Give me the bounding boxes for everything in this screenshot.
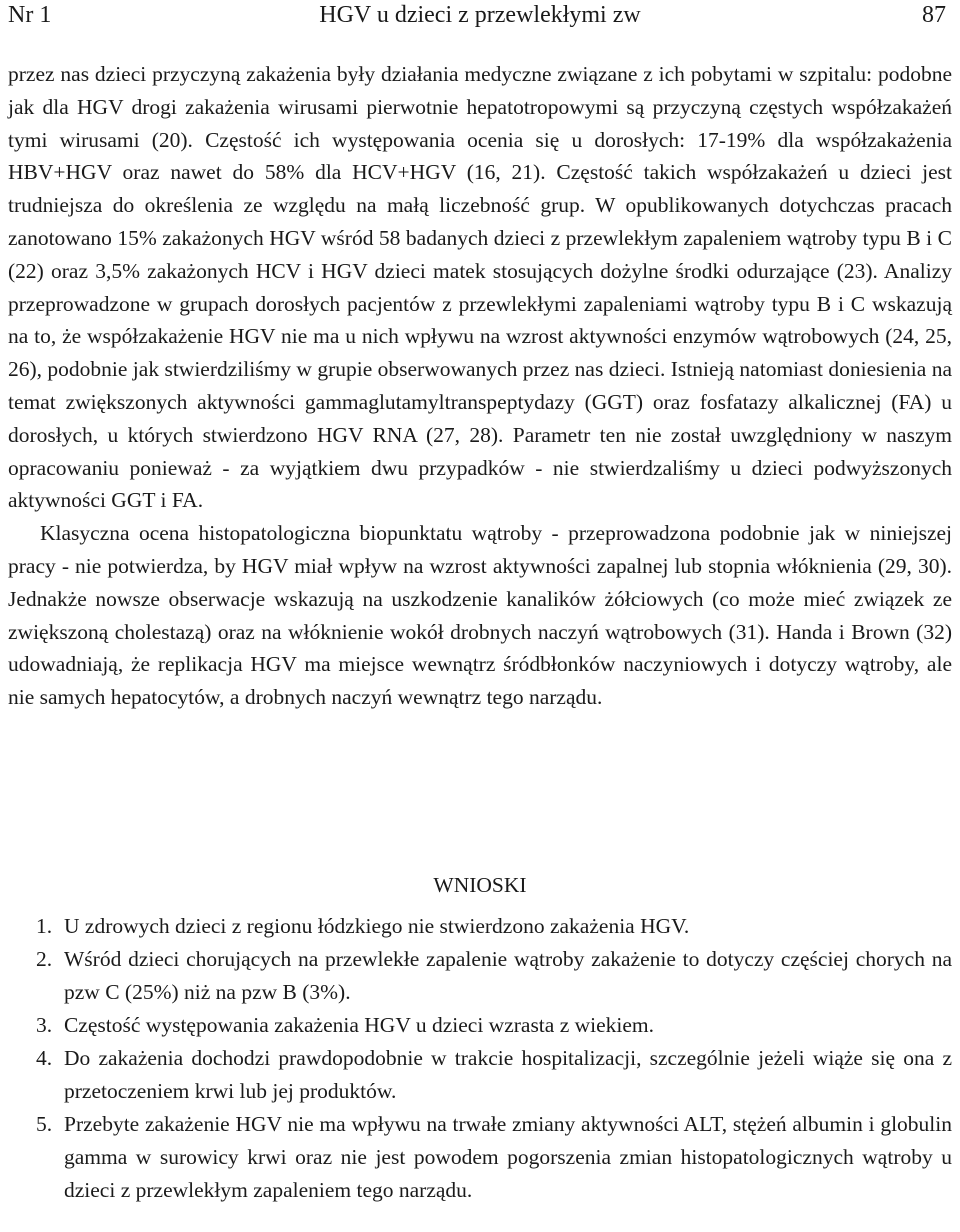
paragraph-2: Klasyczna ocena histopatologiczna biopunktatu wątroby - przeprowadzona podobnie jak w niniejszej pracy - nie potwierdza, by HGV miał wpływ na wzrost aktywności zapalnej lub stopnia włóknienia (29, 30). Jednakże nowsze obserwacje wskazują na uszkodzenie kanalików żółciowych (co może mieć związek ze zwiększoną cholestazą) oraz na włóknienie wokół drobnych naczyń wątrobowych (31). Handa i Brown (32) udowadniają, że replikacja HGV ma miejsce wewnątrz śródbłonków naczyniowych i dotyczy wątroby, ale nie samych hepatocytów, a drobnych naczyń wewnątrz tego narządu.	[8, 521, 952, 710]
conclusion-item	[8, 1042, 952, 1108]
running-header	[0, 0, 960, 34]
issue-number: Nr 1	[8, 2, 52, 28]
section-heading-wnioski: WNIOSKI	[433, 873, 527, 897]
conclusion-number: 4.	[36, 1046, 53, 1070]
conclusion-number: 3.	[36, 1013, 53, 1037]
conclusion-text: Przebyte zakażenie HGV nie ma wpływu na trwałe zmiany aktywności ALT, stężeń albumin i globulin gamma w surowicy krwi oraz nie jest powodem pogorszenia zmian histopatologicznych wątroby u dzieci z przewlekłym zapaleniem tego narządu.	[64, 1112, 952, 1202]
conclusion-number: 5.	[36, 1112, 53, 1136]
conclusion-text: U zdrowych dzieci z regionu łódzkiego nie stwierdzono zakażenia HGV.	[64, 914, 690, 938]
conclusion-text: Wśród dzieci chorujących na przewlekłe zapalenie wątroby zakażenie to dotyczy częściej chorych na pzw C (25%) niż na pzw B (3%).	[64, 947, 952, 1004]
conclusion-text: Do zakażenia dochodzi prawdopodobnie w trakcie hospitalizacji, szczególnie jeżeli wiąże się ona z przetoczeniem krwi lub jej produktów.	[64, 1046, 952, 1103]
running-title: HGV u dzieci z przewlekłymi zw	[319, 2, 641, 28]
conclusion-item	[8, 910, 952, 943]
conclusion-item	[8, 1009, 952, 1042]
conclusion-number: 1.	[36, 914, 53, 938]
page-number: 87	[922, 2, 946, 28]
conclusion-text: Częstość występowania zakażenia HGV u dzieci wzrasta z wiekiem.	[64, 1013, 655, 1037]
conclusions-list	[8, 910, 952, 1207]
body-text	[8, 58, 952, 714]
conclusion-number: 2.	[36, 947, 53, 971]
conclusion-item	[8, 1108, 952, 1207]
paragraph-1: przez nas dzieci przyczyną zakażenia były działania medyczne związane z ich pobytami w szpitalu: podobne jak dla HGV drogi zakażenia wirusami pierwotnie hepatotropowymi są przyczyną częstych współzakażeń tymi wirusami (20). Częstość ich występowania ocenia się u dorosłych: 17-19% dla współzakażenia HBV+HGV oraz nawet do 58% dla HCV+HGV (16, 21). Częstość takich współzakażeń u dzieci jest trudniejsza do określenia ze względu na małą liczebność grup. W opublikowanych dotychczas pracach zanotowano 15% zakażonych HGV wśród 58 badanych dzieci z przewlekłym zapaleniem wątroby typu B i C (22) oraz 3,5% zakażonych HCV i HGV dzieci matek stosujących dożylne środki odurzające (23). Analizy przeprowadzone w grupach dorosłych pacjentów z przewlekłymi zapaleniami wątroby typu B i C wskazują na to, że współzakażenie HGV nie ma u nich wpływu na wzrost aktywności enzymów wątrobowych (24, 25, 26), podobnie jak stwierdziliśmy w grupie obserwowanych przez nas dzieci. Istnieją natomiast doniesienia na temat zwiększonych aktywności gammaglutamyltranspeptydazy (GGT) oraz fosfatazy alkalicznej (FA) u dorosłych, u których stwierdzono HGV RNA (27, 28). Parametr ten nie został uwzględniony w naszym opracowaniu ponieważ - za wyjątkiem dwu przypadków - nie stwierdzaliśmy u dzieci podwyższonych aktywności GGT i FA.	[8, 62, 952, 513]
conclusion-item	[8, 943, 952, 1009]
